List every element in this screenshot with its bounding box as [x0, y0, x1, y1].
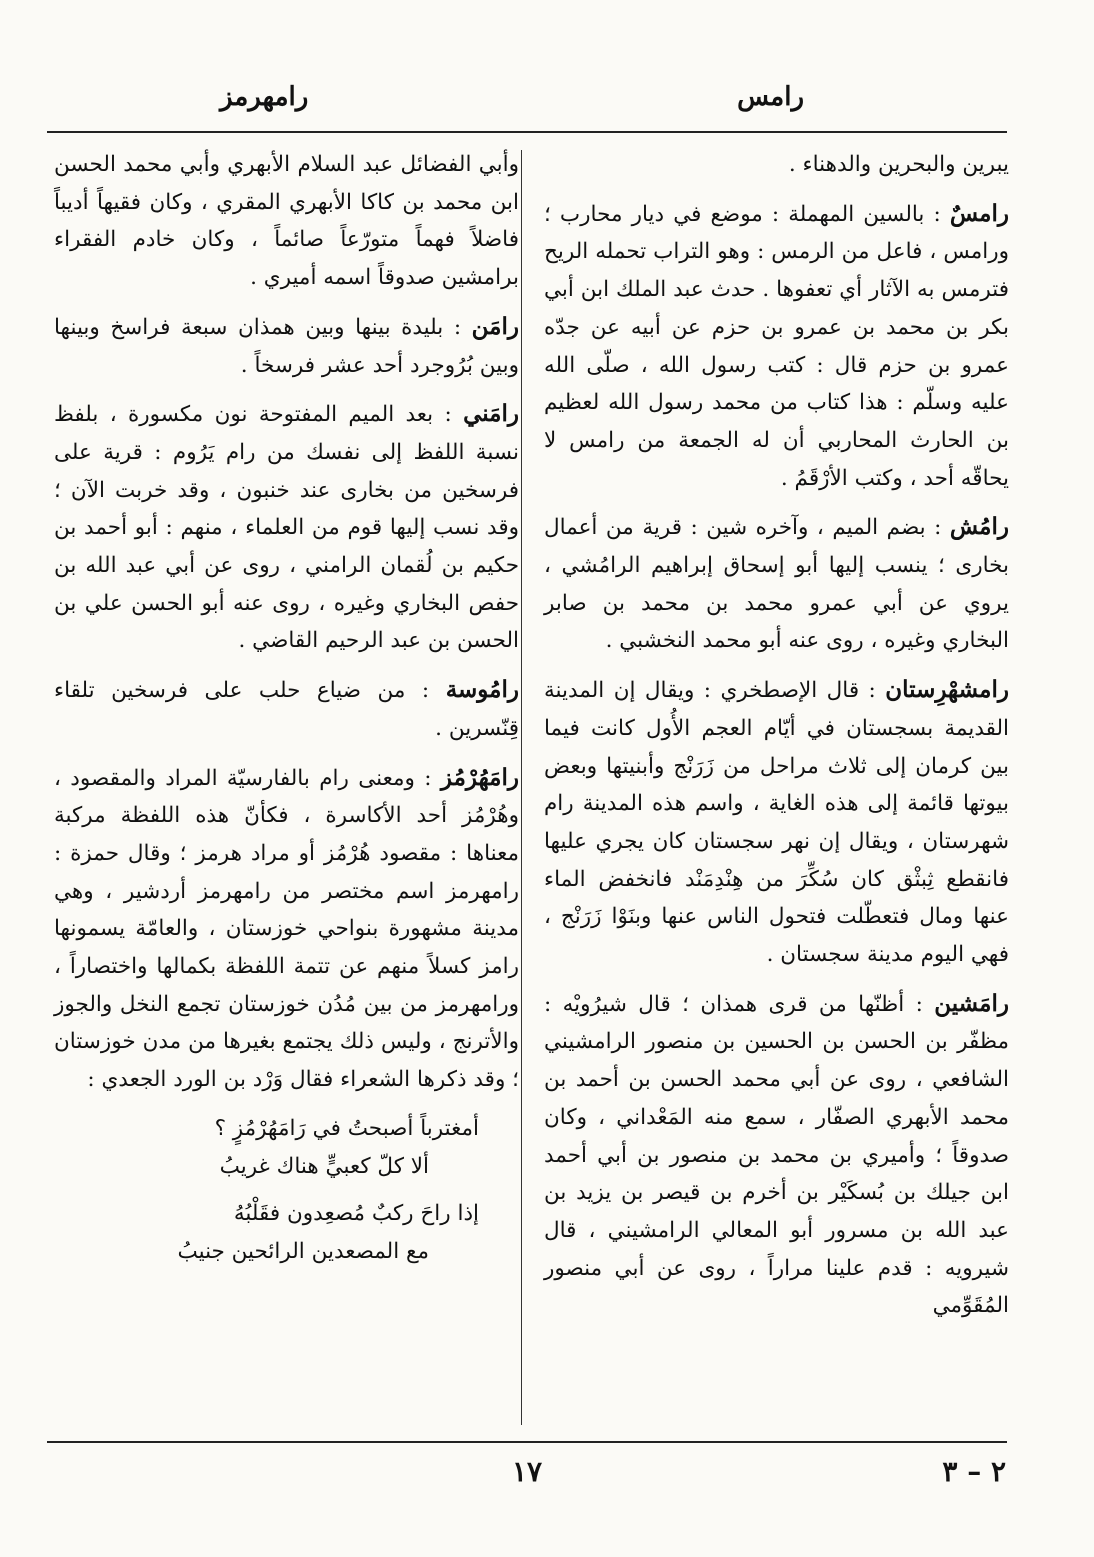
- poem-verse: [84, 1110, 489, 1185]
- entry-body: : بالسين المهملة : موضع في ديار محارب ؛ ورامس ، فاعل من الرمس : وهو التراب تحمله الريح فترمس به الآثار أي تعفوها . حدث عبد الملك ابن أبي بكر بن محمد بن عمرو بن حزم عن أبيه عن جدّه عمرو بن حزم قال : كتب رسول الله ، صلّى الله عليه وسلّم : هذا كتاب من محمد رسول الله لعظيم بن الحارث المحاربي أن له الجمعة من رامس لا يحاقّه أحد ، وكتب الأرْقَمُ .: [544, 201, 1009, 491]
- poem-hemistich: إذا راحَ ركبٌ مُصعِدون فقَلْبُهُ: [233, 1201, 479, 1227]
- poem-hemistich: ألا كلّ كعبيٍّ هناك غريبُ: [219, 1153, 429, 1179]
- entry-body: : ومعنى رام بالفارسيّة المراد والمقصود ، وهُرْمُز أحد الأكاسرة ، فكأنّ هذه اللفظة مركبة معناها : مقصود هُرْمُز أو مراد هرمز ؛ وقال حمزة : رامهرمز اسم مختصر من رامهرمز أردشير ، وهي مدينة مشهورة بنواحي خوزستان ، والعامّة يسمونها رامز كسلاً منهم عن تتمة اللفظة بكمالها واختصاراً ، ورامهرمز من بين مُدُن خوزستان تجمع النخل والجوز والأترنج ، وليس ذلك يجتمع بغيرها من مدن خوزستان ؛ وقد ذكرها الشعراء فقال وَرْد بن الورد الجعدي :: [54, 765, 519, 1093]
- entry-ramush: [544, 508, 1009, 660]
- entry-ramashin: [544, 985, 1009, 1325]
- column-divider: [521, 150, 522, 1425]
- left-column: [54, 146, 519, 1281]
- poem-hemistich: أمغترباً أصبحتُ في رَامَهُرْمُزٍ ؟: [214, 1115, 479, 1141]
- entry-headword: رامُش: [949, 513, 1009, 541]
- entry-ramhurmuz: [54, 759, 519, 1099]
- entry-headword: رامشهْرِستان: [885, 676, 1009, 704]
- entry-body: : بعد الميم المفتوحة نون مكسورة ، بلفظ نسبة اللفظ إلى نفسك من رام يَرُوم : قرية على فرسخين من بخارى عند خنبون ، وقد خربت الآن ؛ وقد نسب إليها قوم من العلماء ، منهم : أبو أحمد بن حكيم بن لُقمان الرامني ، روى عن أبي عبد الله بن حفص البخاري وغيره ، روى عنه أبو الحسن علي بن الحسن بن عبد الرحيم القاضي .: [54, 402, 519, 654]
- entry-body: : من ضياع حلب على فرسخين تلقاء قِنّسرين .: [54, 678, 519, 741]
- footer-rule: [47, 1441, 1007, 1443]
- entry-ramshahristan: [544, 671, 1009, 974]
- entry-ramani: [54, 395, 519, 660]
- header-rule: [47, 131, 1007, 133]
- signature-mark: ٢ – ٣: [942, 1455, 1006, 1488]
- entry-continuation: وأبي الفضائل عبد السلام الأبهري وأبي محمد الحسن ابن محمد بن كاكا الأبهري المقري ، وكان فقيهاً أديباً فاضلاً فهماً متورّعاً صائماً ، وكان خادم الفقراء برامشين صدوقاً اسمه أميري .: [54, 152, 519, 291]
- poem-hemistich: مع المصعدين الرائحين جنيبُ: [177, 1238, 429, 1264]
- entry-headword: رامَشين: [934, 989, 1009, 1017]
- entry-headword: رامَن: [471, 312, 519, 340]
- entry-body: : قال الإصطخري : ويقال إن المدينة القديمة بسجستان في أيّام العجم الأُول كانت فيما بين كرمان إلى ثلاث مراحل من زَرَنْج وأبنيتها وبعض بيوتها قائمة إلى هذه الغاية ، واسم هذه المدينة رام شهرستان ، ويقال إن نهر سجستان كان يجري عليها فانقطع ثِبثْق كان سُكِّرَ من هِنْدِمَنْد فانخفض الماء عنها ومال فتعطّلت فتحول الناس عنها وبنَوْا زَرَنْج ، فهي اليوم مدينة سجستان .: [544, 678, 1009, 968]
- entry-headword: رامَهُرْمُز: [440, 763, 519, 791]
- entry-body: : بليدة بينها وبين همذان سبعة فراسخ وبينها وبين بُرُوجرد أحد عشر فرسخاً .: [54, 314, 519, 378]
- entry-ramis: [544, 195, 1009, 498]
- entry-body: : بضم الميم ، وآخره شين : قرية من أعمال بخارى ؛ ينسب إليها أبو إسحاق إبراهيم الرامُشي ، يروي عن أبي عمرو محمد بن محمد بن صابر البخاري وغيره ، روى عنه أبو محمد النخشبي .: [544, 515, 1009, 654]
- entry-headword: رامسٌ: [949, 199, 1009, 227]
- entry-ramusa: [54, 671, 519, 747]
- entry-headword: رامُوسة: [445, 676, 519, 704]
- entry-headword: رامَني: [463, 400, 519, 428]
- entry-continuation: يبرين والبحرين والدهناء .: [788, 152, 1009, 177]
- poem-verse: [84, 1195, 489, 1270]
- right-column: [544, 146, 1009, 1336]
- page-number: ١٧: [512, 1455, 543, 1488]
- entry-raman: [54, 308, 519, 384]
- poem: [84, 1110, 489, 1271]
- running-header-left: رامهرمز: [220, 82, 309, 112]
- entry-body: : أظنّها من قرى همذان ؛ قال شيرُويْه : مظفّر بن الحسن بن الحسين بن منصور الرامشيني الشافعي ، روى عن أبي محمد الحسن بن أحمد بن محمد الأبهري الصفّار ، سمع منه المَعْداني ، وكان صدوقاً ؛ وأميري بن محمد بن منصور بن أبي أحمد ابن جيلك بن بُسكَيْر بن أخرم بن قيصر بن يزيد بن عبد الله بن مسرور أبو المعالي الرامشيني ، قال شيرويه : قدم علينا مراراً ، روى عن أبي منصور المُقَوِّمي: [544, 991, 1009, 1319]
- running-header-right: رامس: [737, 82, 804, 112]
